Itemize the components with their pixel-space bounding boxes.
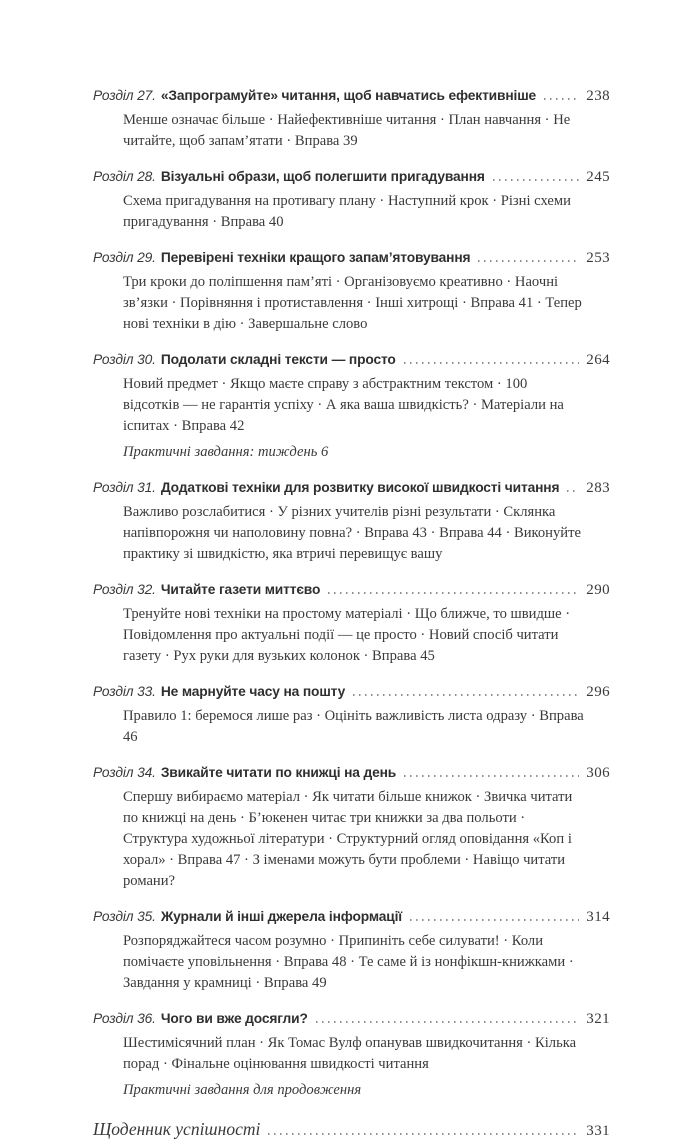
chapter-title: Звикайте читати по книжці на день bbox=[160, 765, 397, 780]
toc-entry bbox=[93, 763, 610, 892]
chapter-label: Розділ 30. bbox=[93, 352, 156, 367]
chapter-heading-row bbox=[93, 248, 610, 269]
chapter-heading-row bbox=[93, 86, 610, 107]
chapter-page-number: 290 bbox=[586, 582, 610, 598]
chapter-label: Розділ 36. bbox=[93, 1011, 156, 1026]
chapter-title: Журнали й інші джерела інформації bbox=[160, 909, 403, 924]
dotted-leader bbox=[567, 490, 579, 492]
dotted-leader bbox=[544, 98, 579, 100]
chapter-page-number: 314 bbox=[586, 909, 610, 925]
chapter-topics: Схема пригадування на противагу плану · Наступний крок · Різні схеми пригадування · Вправа 40 bbox=[123, 193, 571, 230]
chapter-topics: Тренуйте нові техніки на простому матеріалі · Що ближче, то швидше · Повідомлення про актуальні події — це просто · Новий спосіб читати газету · Рух руки для вузьких колонок · Вправа 45 bbox=[123, 606, 571, 664]
chapter-topics: Важливо розслабитися · У різних учителів різні результати · Склянка напівпорожня чи наполовину повна? · Вправа 43 · Вправа 44 · Виконуйте практику зі швидкістю, яка втричі перевищує вашу bbox=[123, 504, 581, 562]
chapter-label: Розділ 34. bbox=[93, 765, 156, 780]
chapter-label: Розділ 33. bbox=[93, 684, 156, 699]
chapter-heading-row bbox=[93, 478, 610, 499]
chapter-title: Не марнуйте часу на пошту bbox=[160, 684, 346, 699]
toc-entry bbox=[93, 1009, 610, 1101]
closing-entry-page-number: 331 bbox=[586, 1123, 610, 1139]
chapter-label: Розділ 31. bbox=[93, 480, 156, 495]
dotted-leader bbox=[404, 775, 579, 777]
chapter-page-number: 253 bbox=[586, 250, 610, 266]
chapter-title: Чого ви вже досягли? bbox=[160, 1011, 308, 1026]
table-of-contents bbox=[93, 86, 610, 1101]
chapter-topics: Новий предмет · Якщо маєте справу з абстрактним текстом · 100 відсотків — не гарантія успіху · А яка ваша швидкість? · Матеріали на іспитах · Вправа 42 bbox=[123, 376, 564, 434]
toc-entry bbox=[93, 478, 610, 565]
chapter-topics: Спершу вибираємо матеріал · Як читати більше книжок · Звичка читати по книжці на день · Б’юкенен читає три книжки за два польоти · Структура художньої літератури · Структурний огляд оповідання «Коп і хорал» · Вправа 47 · З іменами можуть бути проблеми · Навіщо читати романи? bbox=[123, 789, 573, 889]
chapter-label: Розділ 32. bbox=[93, 582, 156, 597]
chapter-title: Візуальні образи, щоб полегшити пригадування bbox=[160, 169, 485, 184]
dotted-leader bbox=[316, 1021, 580, 1023]
chapter-topics: Три кроки до поліпшення пам’яті · Організовуємо креативно · Наочні зв’язки · Порівняння і протиставлення · Інші хитрощі · Вправа 41 · Тепер нові техніки в дію · Завершальне слово bbox=[123, 274, 582, 332]
chapter-heading-row bbox=[93, 907, 610, 928]
chapter-title: Додаткові техніки для розвитку високої швидкості читання bbox=[160, 480, 560, 495]
chapter-page-number: 321 bbox=[586, 1011, 610, 1027]
chapter-title: Читайте газети миттєво bbox=[160, 582, 321, 597]
dotted-leader bbox=[268, 1133, 579, 1135]
chapter-page-number: 306 bbox=[586, 765, 610, 781]
chapter-title: Подолати складні тексти — просто bbox=[160, 352, 396, 367]
dotted-leader bbox=[478, 260, 579, 262]
chapter-heading-row bbox=[93, 1009, 610, 1030]
practice-note: Практичні завдання: тиждень 6 bbox=[123, 444, 329, 460]
chapter-page-number: 296 bbox=[586, 684, 610, 700]
chapter-page-number: 245 bbox=[586, 169, 610, 185]
toc-entry bbox=[93, 350, 610, 463]
practice-note: Практичні завдання для продовження bbox=[123, 1082, 362, 1098]
chapter-topics: Розпоряджайтеся часом розумно · Припиніть себе силувати! · Коли помічаєте уповільнення · Вправа 48 · Те саме й із нонфікшн-книжками · Завдання у крамниці · Вправа 49 bbox=[123, 933, 574, 991]
chapter-topics: Менше означає більше · Найефективніше читання · План навчання · Не читайте, щоб запам’ятати · Вправа 39 bbox=[123, 112, 571, 149]
chapter-topics: Правило 1: беремося лише раз · Оцініть важливість листа одразу · Вправа 46 bbox=[123, 708, 584, 745]
chapter-heading-row bbox=[93, 763, 610, 784]
chapter-label: Розділ 35. bbox=[93, 909, 156, 924]
chapter-label: Розділ 29. bbox=[93, 250, 156, 265]
toc-entry bbox=[93, 167, 610, 233]
chapter-title: «Запрограмуйте» читання, щоб навчатись ефективніше bbox=[160, 88, 537, 103]
dotted-leader bbox=[493, 179, 579, 181]
toc-entry bbox=[93, 86, 610, 152]
toc-entry bbox=[93, 907, 610, 994]
chapter-title: Перевірені техніки кращого запам’ятовування bbox=[160, 250, 471, 265]
chapter-heading-row bbox=[93, 350, 610, 371]
chapter-heading-row bbox=[93, 580, 610, 601]
chapter-label: Розділ 27. bbox=[93, 88, 156, 103]
chapter-page-number: 283 bbox=[586, 480, 610, 496]
toc-entry bbox=[93, 682, 610, 748]
chapter-page-number: 238 bbox=[586, 88, 610, 104]
chapter-label: Розділ 28. bbox=[93, 169, 156, 184]
dotted-leader bbox=[410, 919, 579, 921]
toc-entry bbox=[93, 580, 610, 667]
chapter-topics: Шестимісячний план · Як Томас Вулф опанував швидкочитання · Кілька порад · Фінальне оцінювання швидкості читання bbox=[123, 1035, 577, 1072]
dotted-leader bbox=[328, 592, 579, 594]
dotted-leader bbox=[404, 362, 580, 364]
dotted-leader bbox=[353, 694, 579, 696]
toc-closing-entry bbox=[93, 1119, 610, 1140]
chapter-heading-row bbox=[93, 167, 610, 188]
closing-entry-title: Щоденник успішності bbox=[93, 1119, 261, 1139]
toc-entry bbox=[93, 248, 610, 335]
chapter-page-number: 264 bbox=[586, 352, 610, 368]
chapter-heading-row bbox=[93, 682, 610, 703]
